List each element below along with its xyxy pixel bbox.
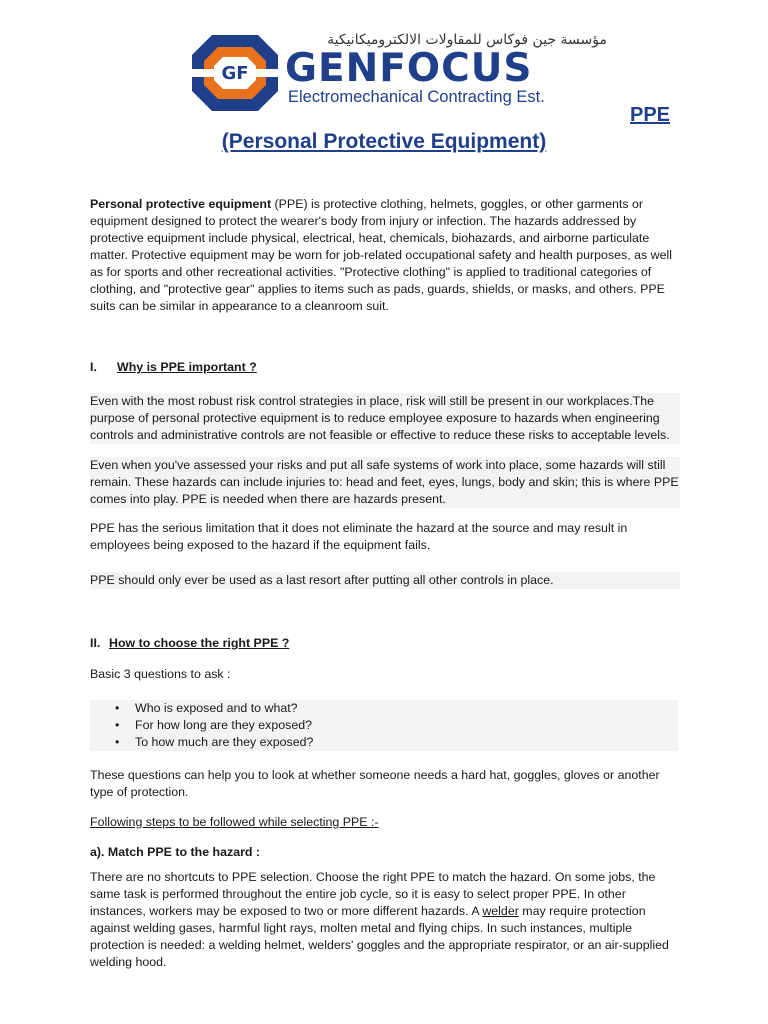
section-1-paragraph-1: Even with the most robust risk control strategies in place, risk will still be present in our workplaces.The purpose of personal protective equipment is to reduce employee exposure to hazards when engineering controls and administrative controls are not feasible or effective to reduce these risks to acceptable levels. bbox=[90, 393, 680, 444]
section-1-title: Why is PPE important ? bbox=[117, 360, 257, 374]
subsection-a-heading: a). Match PPE to the hazard : bbox=[90, 845, 261, 859]
section-2-number: II. bbox=[90, 636, 101, 650]
logo-company-name: GENFOCUS bbox=[285, 46, 533, 91]
logo-arabic-name: مؤسسة جين فوكاس للمقاولات الالكتروميكانيكية bbox=[327, 32, 607, 48]
subsection-a-text-1: There are no shortcuts to PPE selection. Choose the right PPE to match the hazard. On some jobs, the same task is performed throughout the entire job cycle, so it is easy to select proper PPE. In other instances, workers may be exposed to two or more different hazards. A bbox=[90, 870, 656, 918]
intro-bold-lead: Personal protective equipment bbox=[90, 197, 272, 211]
section-2-heading bbox=[90, 636, 289, 650]
list-item: • For how long are they exposed? bbox=[90, 717, 678, 734]
welder-link[interactable]: welder bbox=[482, 904, 519, 918]
questions-list bbox=[90, 700, 678, 751]
subsection-a-text-2: may require protection against welding gases, harmful light rays, molten metal and flying chips. In such instances, multiple protection is needed: a welding helmet, welders' goggles and the appropriate respirator, or an air-supplied welding hood. bbox=[90, 904, 669, 969]
intro-text: (PPE) is protective clothing, helmets, goggles, or other garments or equipment designed to protect the wearer's body from injury or infection. The hazards addressed by protective equipment include physical, electrical, heat, chemicals, biohazards, and airborne particulate matter. Protective equipment may be worn for job-related occupational safety and health purposes, as well as for sports and other recreational activities. "Protective clothing" is applied to traditional categories of clothing, and "protective gear" applies to items such as pads, guards, shields, or masks, and others. PPE suits can be similar in appearance to a cleanroom suit. bbox=[90, 197, 672, 313]
section-2-intro: Basic 3 questions to ask : bbox=[90, 667, 231, 681]
list-item: • Who is exposed and to what? bbox=[90, 700, 678, 717]
section-2-title: How to choose the right PPE ? bbox=[109, 636, 290, 650]
steps-label: Following steps to be followed while selecting PPE :- bbox=[90, 815, 379, 829]
logo-subtitle: Electromechanical Contracting Est. bbox=[288, 88, 545, 106]
section-1-number: I. bbox=[90, 360, 97, 374]
genfocus-logo-icon bbox=[190, 33, 280, 113]
section-1-heading bbox=[90, 360, 257, 374]
section-2-after-paragraph: These questions can help you to look at whether someone needs a hard hat, goggles, gloves or another type of protection. bbox=[90, 768, 660, 799]
subsection-a-paragraph bbox=[90, 869, 680, 971]
section-1-paragraph-4: PPE should only ever be used as a last resort after putting all other controls in place. bbox=[90, 572, 680, 589]
ppe-tag: PPE bbox=[630, 104, 671, 126]
list-item: • To how much are they exposed? bbox=[90, 734, 678, 751]
page-title: (Personal Protective Equipment) bbox=[221, 130, 547, 153]
intro-paragraph bbox=[90, 196, 680, 315]
section-1-paragraph-3: PPE has the serious limitation that it does not eliminate the hazard at the source and may result in employees being exposed to the hazard if the equipment fails. bbox=[90, 521, 628, 552]
section-1-paragraph-2: Even when you've assessed your risks and put all safe systems of work into place, some hazards will still remain. These hazards can include injuries to: head and feet, eyes, lungs, body and skin; this is where PPE comes into play. PPE is needed when there are hazards present. bbox=[90, 458, 679, 506]
logo-initials: GF bbox=[221, 63, 249, 84]
